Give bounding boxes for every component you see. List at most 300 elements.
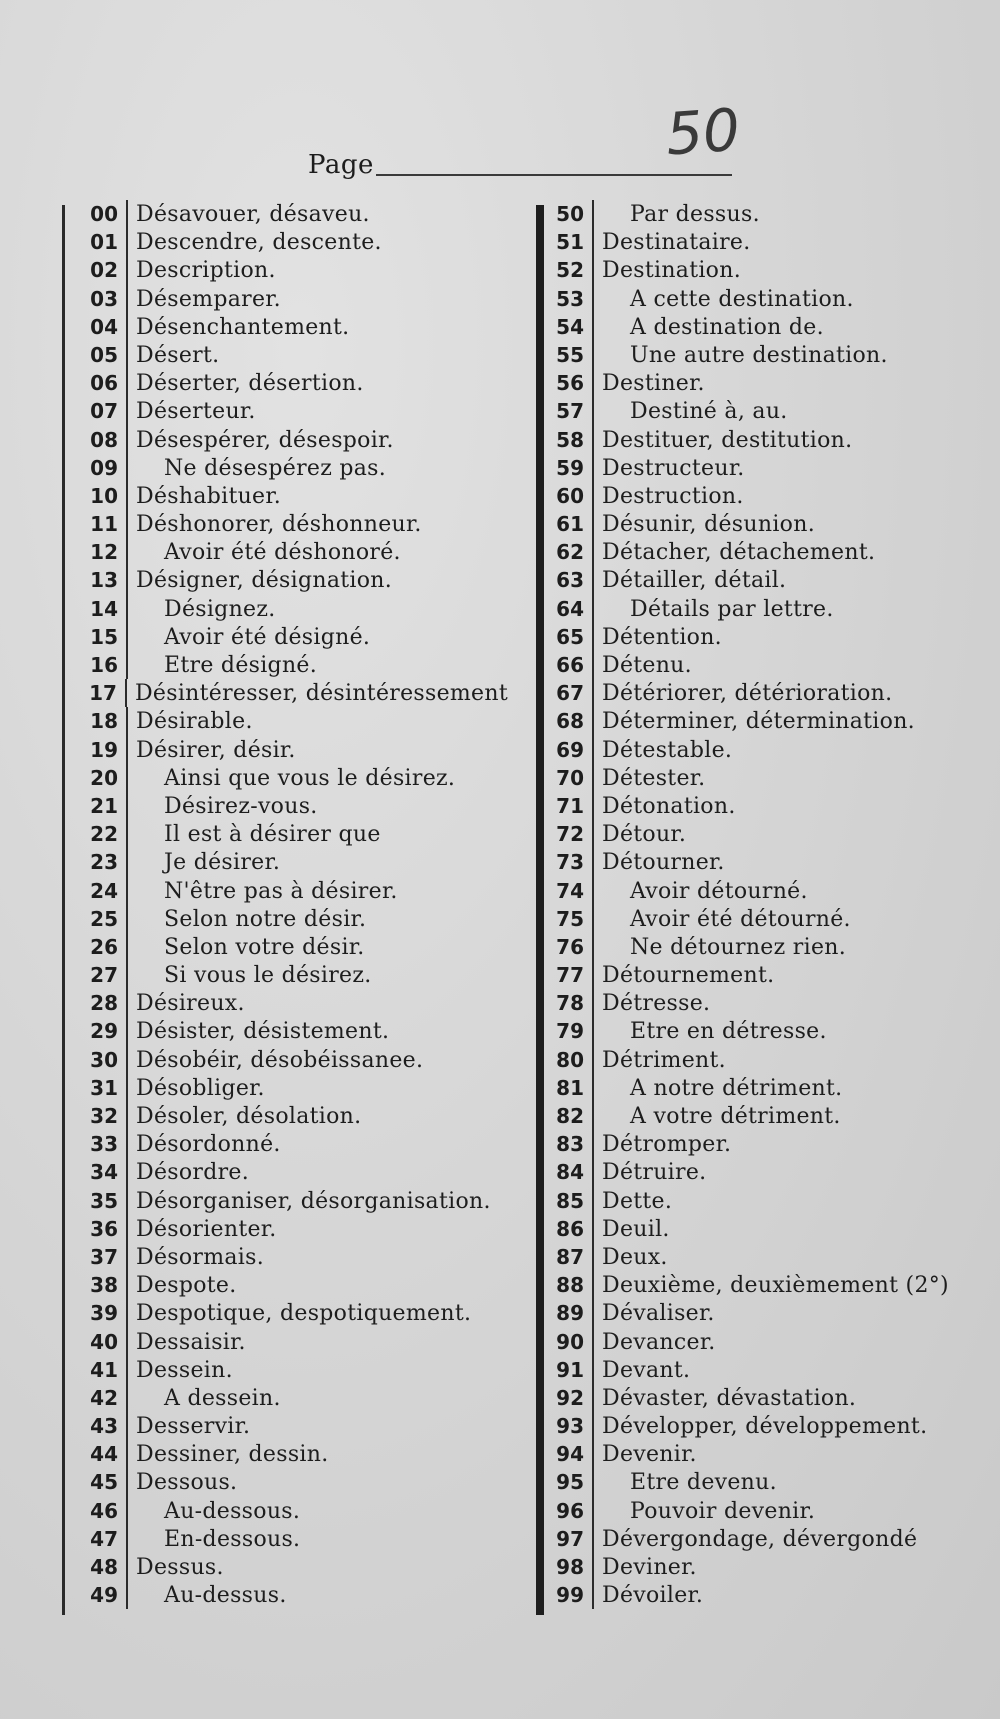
entry-text: Si vous le désirez. bbox=[164, 963, 372, 989]
entry-code: 66 bbox=[540, 651, 594, 679]
entry-code: 62 bbox=[540, 538, 594, 566]
entry-text: Despote. bbox=[136, 1273, 237, 1299]
entry-code: 84 bbox=[540, 1158, 594, 1186]
entry-code: 07 bbox=[68, 397, 128, 425]
entry-code: 98 bbox=[540, 1553, 594, 1581]
entry-row bbox=[540, 482, 980, 510]
entry-text: Désunir, désunion. bbox=[602, 512, 815, 538]
entry-code: 04 bbox=[68, 313, 128, 341]
entry-text: Désoler, désolation. bbox=[136, 1104, 362, 1129]
entry-code: 34 bbox=[68, 1158, 128, 1186]
entry-row bbox=[68, 905, 508, 933]
entry-code: 21 bbox=[68, 792, 128, 820]
entry-row bbox=[540, 313, 980, 341]
entry-code: 50 bbox=[540, 200, 594, 228]
entry-text: Dévergondage, dévergondé bbox=[602, 1526, 918, 1552]
entry-code: 90 bbox=[540, 1328, 594, 1356]
entry-code: 02 bbox=[68, 256, 128, 284]
entry-code: 24 bbox=[68, 877, 128, 905]
entry-code: 29 bbox=[68, 1017, 128, 1045]
entry-text: Désirer, désir. bbox=[136, 737, 296, 763]
entry-row bbox=[68, 1017, 508, 1045]
entry-text: Désobéir, désobéissanee. bbox=[136, 1047, 424, 1073]
entry-row bbox=[540, 623, 980, 651]
entry-row bbox=[68, 200, 508, 228]
entry-code: 80 bbox=[540, 1046, 594, 1074]
entry-row bbox=[540, 933, 980, 961]
entry-text: Il est à désirer que bbox=[164, 822, 381, 848]
entry-code: 76 bbox=[540, 933, 594, 961]
entry-text: Pouvoir devenir. bbox=[630, 1498, 816, 1524]
entry-text: Désespérer, désespoir. bbox=[136, 427, 394, 453]
entry-row bbox=[540, 1581, 980, 1609]
entry-text: Désirable. bbox=[136, 709, 253, 735]
left-border-rule bbox=[62, 205, 65, 1615]
entry-code: 32 bbox=[68, 1102, 128, 1130]
entry-code: 43 bbox=[68, 1412, 128, 1440]
entry-text: A votre détriment. bbox=[630, 1104, 841, 1129]
entry-text: Désemparer. bbox=[136, 286, 281, 312]
entry-row bbox=[68, 369, 508, 397]
entry-code: 26 bbox=[68, 933, 128, 961]
entry-text: Désordonné. bbox=[136, 1132, 281, 1158]
entry-row bbox=[540, 1102, 980, 1130]
entry-text: Descendre, descente. bbox=[136, 230, 382, 256]
entry-text: Destiné à, au. bbox=[630, 399, 788, 425]
entry-text: Détour. bbox=[602, 822, 687, 848]
entry-row bbox=[68, 651, 508, 679]
entry-row bbox=[68, 764, 508, 792]
entry-code: 58 bbox=[540, 426, 594, 454]
entry-text: Dessaisir. bbox=[136, 1329, 246, 1355]
entry-row bbox=[540, 1384, 980, 1412]
right-column bbox=[540, 200, 980, 1609]
entry-code: 86 bbox=[540, 1215, 594, 1243]
entry-row bbox=[540, 1130, 980, 1158]
entry-row bbox=[540, 397, 980, 425]
entry-row bbox=[540, 736, 980, 764]
entry-row bbox=[68, 566, 508, 594]
left-column bbox=[68, 200, 508, 1609]
entry-row bbox=[540, 1299, 980, 1327]
entry-row bbox=[68, 454, 508, 482]
entry-text: Détériorer, détérioration. bbox=[602, 681, 893, 707]
entry-code: 30 bbox=[68, 1046, 128, 1074]
entry-row bbox=[68, 1074, 508, 1102]
entry-text: En-dessous. bbox=[164, 1526, 301, 1552]
entry-text: Déserter, désertion. bbox=[136, 371, 364, 397]
entry-code: 03 bbox=[68, 285, 128, 313]
entry-row bbox=[540, 848, 980, 876]
entry-row bbox=[68, 792, 508, 820]
entry-row bbox=[68, 1046, 508, 1074]
entry-row bbox=[540, 1412, 980, 1440]
entry-text: Détenu. bbox=[602, 653, 692, 678]
entry-text: Ne désespérez pas. bbox=[164, 455, 387, 481]
entry-row bbox=[68, 397, 508, 425]
entry-text: Destituer, destitution. bbox=[602, 427, 853, 453]
entry-row bbox=[68, 256, 508, 284]
entry-code: 94 bbox=[540, 1440, 594, 1468]
entry-row bbox=[68, 989, 508, 1017]
entry-row bbox=[540, 820, 980, 848]
entry-text: Deux. bbox=[602, 1244, 668, 1270]
handwritten-page-number: 50 bbox=[663, 95, 743, 169]
entry-row bbox=[540, 792, 980, 820]
entry-code: 01 bbox=[68, 228, 128, 256]
entry-row bbox=[540, 285, 980, 313]
entry-row bbox=[540, 707, 980, 735]
entry-code: 89 bbox=[540, 1299, 594, 1327]
entry-code: 15 bbox=[68, 623, 128, 651]
entry-text: Etre désigné. bbox=[164, 653, 318, 678]
entry-text: Désordre. bbox=[136, 1160, 250, 1186]
entry-row bbox=[540, 200, 980, 228]
entry-code: 67 bbox=[540, 679, 594, 707]
entry-text: A notre détriment. bbox=[630, 1075, 843, 1101]
entry-text: Deuil. bbox=[602, 1216, 670, 1242]
entry-row bbox=[68, 1102, 508, 1130]
entry-row bbox=[68, 1187, 508, 1215]
entry-text: Développer, développement. bbox=[602, 1414, 928, 1440]
entry-row bbox=[540, 1468, 980, 1496]
entry-row bbox=[540, 1215, 980, 1243]
entry-code: 70 bbox=[540, 764, 594, 792]
entry-row bbox=[68, 1525, 508, 1553]
entry-code: 65 bbox=[540, 623, 594, 651]
entry-row bbox=[540, 1243, 980, 1271]
entry-row bbox=[540, 1525, 980, 1553]
entry-row bbox=[68, 482, 508, 510]
entry-code: 14 bbox=[68, 595, 128, 623]
entry-text: Dette. bbox=[602, 1188, 673, 1214]
entry-row bbox=[540, 341, 980, 369]
entry-code: 83 bbox=[540, 1130, 594, 1158]
entry-code: 63 bbox=[540, 566, 594, 594]
entry-row bbox=[540, 961, 980, 989]
entry-row bbox=[68, 426, 508, 454]
entry-code: 17 bbox=[68, 679, 127, 707]
entry-text: Déshonorer, déshonneur. bbox=[136, 512, 422, 538]
entry-row bbox=[540, 566, 980, 594]
entry-code: 41 bbox=[68, 1356, 128, 1384]
entry-code: 20 bbox=[68, 764, 128, 792]
entry-code: 97 bbox=[540, 1525, 594, 1553]
entry-row bbox=[540, 426, 980, 454]
entry-code: 28 bbox=[68, 989, 128, 1017]
entry-row bbox=[68, 1468, 508, 1496]
entry-code: 74 bbox=[540, 877, 594, 905]
entry-code: 71 bbox=[540, 792, 594, 820]
entry-text: Détester. bbox=[602, 765, 706, 791]
entry-code: 25 bbox=[68, 905, 128, 933]
entry-code: 47 bbox=[68, 1525, 128, 1553]
entry-code: 12 bbox=[68, 538, 128, 566]
entry-row bbox=[68, 623, 508, 651]
entry-row bbox=[540, 256, 980, 284]
entry-code: 19 bbox=[68, 736, 128, 764]
entry-code: 18 bbox=[68, 707, 128, 735]
entry-code: 27 bbox=[68, 961, 128, 989]
entry-text: Je désirer. bbox=[164, 850, 281, 876]
entry-code: 92 bbox=[540, 1384, 594, 1412]
entry-row bbox=[540, 679, 980, 707]
entry-code: 91 bbox=[540, 1356, 594, 1384]
entry-text: Au-dessus. bbox=[164, 1583, 287, 1609]
entry-row bbox=[68, 1271, 508, 1299]
entry-text: Desservir. bbox=[136, 1414, 251, 1440]
entry-code: 78 bbox=[540, 989, 594, 1017]
entry-code: 49 bbox=[68, 1581, 128, 1609]
entry-text: Dévaliser. bbox=[602, 1301, 715, 1327]
entry-code: 54 bbox=[540, 313, 594, 341]
entry-text: Description. bbox=[136, 258, 276, 284]
entry-row bbox=[68, 341, 508, 369]
entry-row bbox=[68, 313, 508, 341]
entry-code: 73 bbox=[540, 848, 594, 876]
entry-code: 87 bbox=[540, 1243, 594, 1271]
entry-code: 82 bbox=[540, 1102, 594, 1130]
entry-code: 38 bbox=[68, 1271, 128, 1299]
entry-code: 35 bbox=[68, 1187, 128, 1215]
entry-row bbox=[540, 510, 980, 538]
entry-text: Détresse. bbox=[602, 991, 711, 1017]
entry-row bbox=[540, 905, 980, 933]
entry-text: Désireux. bbox=[136, 991, 245, 1017]
entry-row bbox=[540, 764, 980, 792]
entry-code: 72 bbox=[540, 820, 594, 848]
entry-row bbox=[68, 707, 508, 735]
entry-code: 40 bbox=[68, 1328, 128, 1356]
entry-row bbox=[68, 961, 508, 989]
entry-row bbox=[540, 651, 980, 679]
entry-text: Ne détournez rien. bbox=[630, 934, 847, 960]
entry-text: Désister, désistement. bbox=[136, 1019, 390, 1045]
entry-text: Désirez-vous. bbox=[164, 793, 318, 819]
entry-row bbox=[540, 228, 980, 256]
entry-text: Au-dessous. bbox=[164, 1498, 301, 1524]
entry-row bbox=[68, 510, 508, 538]
entry-code: 51 bbox=[540, 228, 594, 256]
entry-code: 77 bbox=[540, 961, 594, 989]
entry-text: Désobliger. bbox=[136, 1075, 265, 1101]
entry-row bbox=[68, 538, 508, 566]
entry-text: Devenir. bbox=[602, 1442, 697, 1468]
entry-code: 53 bbox=[540, 285, 594, 313]
entry-code: 59 bbox=[540, 454, 594, 482]
entry-text: Destinataire. bbox=[602, 230, 751, 256]
entry-row bbox=[540, 1158, 980, 1186]
entry-code: 31 bbox=[68, 1074, 128, 1102]
entry-text: N'être pas à désirer. bbox=[164, 878, 398, 904]
entry-row bbox=[68, 1356, 508, 1384]
entry-text: Détromper. bbox=[602, 1132, 732, 1158]
entry-code: 36 bbox=[68, 1215, 128, 1243]
entry-text: Dévaster, dévastation. bbox=[602, 1385, 857, 1411]
entry-text: A cette destination. bbox=[630, 286, 854, 312]
entry-text: Dessus. bbox=[136, 1555, 224, 1580]
entry-code: 23 bbox=[68, 848, 128, 876]
entry-text: Détacher, détachement. bbox=[602, 540, 876, 566]
entry-text: A destination de. bbox=[630, 314, 824, 340]
entry-text: Etre en détresse. bbox=[630, 1019, 827, 1045]
entry-code: 61 bbox=[540, 510, 594, 538]
entry-code: 22 bbox=[68, 820, 128, 848]
entry-text: Devancer. bbox=[602, 1329, 716, 1355]
entry-row bbox=[540, 595, 980, 623]
entry-code: 64 bbox=[540, 595, 594, 623]
entry-row bbox=[540, 1271, 980, 1299]
entry-row bbox=[540, 538, 980, 566]
entry-text: Deuxième, deuxièmement (2°) bbox=[602, 1273, 949, 1299]
entry-row bbox=[68, 1158, 508, 1186]
entry-row bbox=[68, 1440, 508, 1468]
entry-row bbox=[68, 1243, 508, 1271]
entry-text: Désenchantement. bbox=[136, 314, 350, 340]
entry-text: Par dessus. bbox=[630, 202, 760, 227]
header-rule bbox=[376, 174, 732, 176]
entry-text: Destruction. bbox=[602, 483, 744, 509]
entry-code: 06 bbox=[68, 369, 128, 397]
entry-row bbox=[68, 1328, 508, 1356]
entry-text: Désert. bbox=[136, 342, 220, 368]
entry-row bbox=[68, 1497, 508, 1525]
entry-text: Destiner. bbox=[602, 371, 705, 397]
entry-text: Ainsi que vous le désirez. bbox=[164, 765, 456, 791]
entry-code: 85 bbox=[540, 1187, 594, 1215]
entry-row bbox=[540, 1497, 980, 1525]
entry-code: 16 bbox=[68, 651, 128, 679]
entry-row bbox=[540, 1187, 980, 1215]
entry-text: Despotique, despotiquement. bbox=[136, 1301, 472, 1327]
entry-text: Désormais. bbox=[136, 1244, 265, 1270]
entry-text: Avoir été désigné. bbox=[164, 624, 371, 650]
entry-code: 88 bbox=[540, 1271, 594, 1299]
entry-text: Désorganiser, désorganisation. bbox=[136, 1188, 491, 1214]
entry-row bbox=[68, 1299, 508, 1327]
entry-code: 42 bbox=[68, 1384, 128, 1412]
entry-code: 11 bbox=[68, 510, 128, 538]
entry-text: Détailler, détail. bbox=[602, 568, 787, 594]
entry-text: Destination. bbox=[602, 258, 741, 284]
entry-text: Désintéresser, désintéressement bbox=[134, 681, 508, 707]
entry-text: A dessein. bbox=[164, 1385, 281, 1411]
entry-row bbox=[540, 369, 980, 397]
entry-text: Détails par lettre. bbox=[630, 596, 834, 622]
entry-row bbox=[68, 595, 508, 623]
entry-row bbox=[540, 1074, 980, 1102]
entry-row bbox=[68, 848, 508, 876]
entry-row bbox=[68, 1412, 508, 1440]
entry-code: 08 bbox=[68, 426, 128, 454]
entry-row bbox=[68, 1384, 508, 1412]
entry-row bbox=[68, 736, 508, 764]
entry-row bbox=[540, 454, 980, 482]
entry-text: Avoir été détourné. bbox=[630, 906, 851, 932]
entry-text: Déserteur. bbox=[136, 399, 256, 425]
entry-code: 13 bbox=[68, 566, 128, 594]
entry-text: Détention. bbox=[602, 624, 722, 650]
entry-code: 10 bbox=[68, 482, 128, 510]
entry-code: 39 bbox=[68, 1299, 128, 1327]
entry-code: 93 bbox=[540, 1412, 594, 1440]
entry-text: Devant. bbox=[602, 1357, 691, 1383]
entry-code: 44 bbox=[68, 1440, 128, 1468]
entry-code: 96 bbox=[540, 1497, 594, 1525]
entry-code: 56 bbox=[540, 369, 594, 397]
entry-row bbox=[540, 1328, 980, 1356]
entry-code: 46 bbox=[68, 1497, 128, 1525]
entry-row bbox=[540, 1017, 980, 1045]
entry-row bbox=[68, 1130, 508, 1158]
entry-text: Dévoiler. bbox=[602, 1583, 704, 1609]
entry-text: Désigner, désignation. bbox=[136, 568, 393, 594]
entry-row bbox=[68, 228, 508, 256]
entry-code: 09 bbox=[68, 454, 128, 482]
entry-text: Dessous. bbox=[136, 1470, 238, 1496]
entry-text: Déshabituer. bbox=[136, 483, 282, 509]
entry-row bbox=[68, 1581, 508, 1609]
entry-row bbox=[540, 1553, 980, 1581]
entry-code: 60 bbox=[540, 482, 594, 510]
entry-text: Destructeur. bbox=[602, 455, 745, 481]
entry-text: Détourner. bbox=[602, 850, 725, 876]
entry-row bbox=[68, 877, 508, 905]
entry-text: Etre devenu. bbox=[630, 1470, 777, 1496]
entry-code: 55 bbox=[540, 341, 594, 369]
page-label: Page bbox=[308, 150, 374, 180]
entry-text: Dessiner, dessin. bbox=[136, 1442, 329, 1468]
entry-text: Désorienter. bbox=[136, 1216, 277, 1242]
entry-text: Détriment. bbox=[602, 1047, 726, 1073]
entry-text: Détonation. bbox=[602, 793, 736, 819]
entry-code: 75 bbox=[540, 905, 594, 933]
entry-text: Détruire. bbox=[602, 1160, 707, 1186]
entry-code: 33 bbox=[68, 1130, 128, 1158]
entry-code: 57 bbox=[540, 397, 594, 425]
entry-text: Dessein. bbox=[136, 1357, 233, 1383]
entry-code: 00 bbox=[68, 200, 128, 228]
entry-text: Détournement. bbox=[602, 963, 775, 989]
entry-row bbox=[540, 1440, 980, 1468]
entry-text: Selon notre désir. bbox=[164, 906, 367, 932]
entry-row bbox=[540, 1356, 980, 1384]
entry-row bbox=[68, 679, 508, 707]
entry-code: 37 bbox=[68, 1243, 128, 1271]
entry-text: Deviner. bbox=[602, 1555, 697, 1580]
entry-row bbox=[540, 877, 980, 905]
entry-text: Une autre destination. bbox=[630, 342, 888, 368]
entry-row bbox=[68, 933, 508, 961]
entry-code: 69 bbox=[540, 736, 594, 764]
entry-text: Désavouer, désaveu. bbox=[136, 202, 370, 227]
entry-code: 52 bbox=[540, 256, 594, 284]
entry-code: 48 bbox=[68, 1553, 128, 1581]
entry-row bbox=[540, 989, 980, 1017]
entry-row bbox=[68, 820, 508, 848]
entry-code: 99 bbox=[540, 1581, 594, 1609]
entry-code: 05 bbox=[68, 341, 128, 369]
entry-text: Avoir été déshonoré. bbox=[164, 540, 401, 566]
entry-code: 45 bbox=[68, 1468, 128, 1496]
entry-row bbox=[68, 1553, 508, 1581]
entry-code: 81 bbox=[540, 1074, 594, 1102]
entry-text: Détestable. bbox=[602, 737, 733, 763]
entry-row bbox=[540, 1046, 980, 1074]
entry-text: Déterminer, détermination. bbox=[602, 709, 915, 735]
entry-row bbox=[68, 285, 508, 313]
entry-text: Selon votre désir. bbox=[164, 934, 365, 960]
